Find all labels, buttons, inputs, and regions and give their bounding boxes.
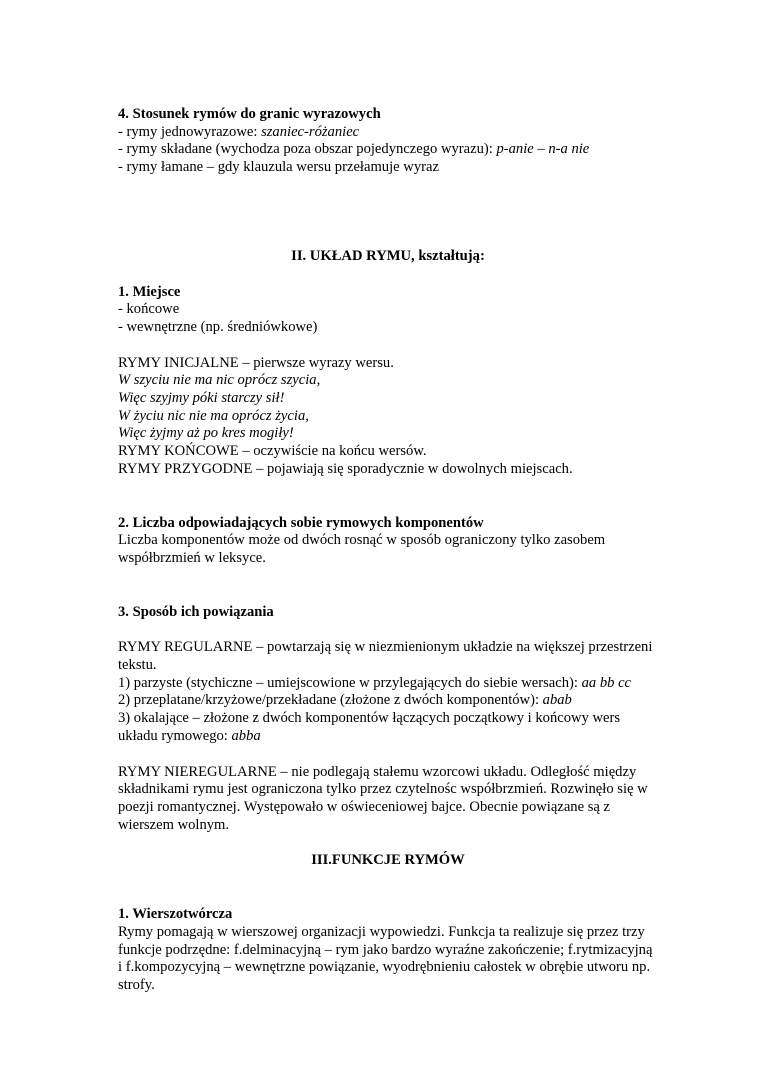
section-4-heading: 4. Stosunek rymów do granic wyrazowych [118, 106, 381, 122]
section-III-title: III.FUNKCJE RYMÓW [311, 852, 465, 869]
list-item [118, 124, 658, 142]
list-item-text: - rymy składane (wychodza poza obszar pojedynczego wyrazu): [118, 141, 497, 158]
subsection-heading: 1. Wierszotwórcza [118, 906, 233, 923]
list-item: - rymy łamane – gdy klauzula wersu przełamuje wyraz [118, 159, 439, 176]
list-item: - wewnętrzne (np. średniówkowe) [118, 318, 318, 335]
subsection-heading: 1. Miejsce [118, 283, 181, 300]
example-text: abba [231, 727, 261, 744]
subsection-heading: 3. Sposób ich powiązania [118, 603, 274, 620]
paragraph: RYMY REGULARNE – powtarzają się w niezmienionym układzie na większej przestrzeni tekstu. [118, 639, 653, 674]
example-text: p-anie – n-a nie [496, 141, 590, 158]
list-item-text: 2) przeplatane/krzyżowe/przekładane (złożone z dwóch komponentów): [118, 692, 543, 709]
poem-line: Więc żyjmy aż po kres mogiły! [118, 425, 294, 442]
paragraph: RYMY PRZYGODNE – pojawiają się sporadycznie w dowolnych miejscach. [118, 460, 573, 477]
paragraph: Liczba komponentów może od dwóch rosnąć w sposób ograniczony tylko zasobem współbrzmień w leksyce. [118, 532, 606, 566]
list-item [118, 692, 658, 710]
poem-line: W życiu nic nie ma oprócz życia, [118, 407, 309, 424]
list-item [118, 141, 658, 159]
list-item-text: 3) okalające – złożone z dwóch komponentów łączących początkowy i końcowy wers układu rymowego: [118, 710, 621, 744]
list-item [118, 675, 658, 693]
paragraph: Rymy pomagają w wierszowej organizacji wypowiedzi. Funkcja ta realizuje się przez trzy funkcje podrzędne: f.delminacyjną – rym jako bardzo wyraźne zakończenie; f.rytmizacyjną i f.kompozycyjną – wewnętrzne powiązanie, wyodrębnieniu całostek w obrębie utworu np. strofy. [118, 923, 653, 993]
list-item-text: 1) parzyste (stychiczne – umiejscowione w przylegających do siebie wersach): [118, 674, 582, 691]
list-item-text: - rymy jednowyrazowe: [118, 123, 262, 140]
poem-line: Więc szyjmy póki starczy sił! [118, 390, 285, 407]
poem-line: W szyciu nie ma nic oprócz szycia, [118, 372, 321, 389]
paragraph: RYMY NIEREGULARNE – nie podlegają stałemu wzorcowi układu. Odległość między składnikami rymu jest ograniczona tylko przez czytelnośc współbrzmień. Rozwinęło się w poezji romantycznej. Występowało w oświeceniowej bajce. Obecnie powiązane są z wierszem wolnym. [118, 763, 648, 833]
document-body [118, 106, 658, 995]
example-text: abab [542, 692, 572, 709]
list-item [118, 710, 658, 745]
paragraph: RYMY INICJALNE – pierwsze wyrazy wersu. [118, 354, 394, 371]
example-text: aa bb cc [581, 674, 632, 691]
example-text: szaniec-różaniec [261, 123, 360, 140]
paragraph: RYMY KOŃCOWE – oczywiście na końcu wersów. [118, 443, 427, 460]
section-II-title: II. UKŁAD RYMU, kształtują: [291, 247, 485, 264]
list-item: - końcowe [118, 301, 180, 318]
subsection-heading: 2. Liczba odpowiadających sobie rymowych komponentów [118, 514, 484, 531]
